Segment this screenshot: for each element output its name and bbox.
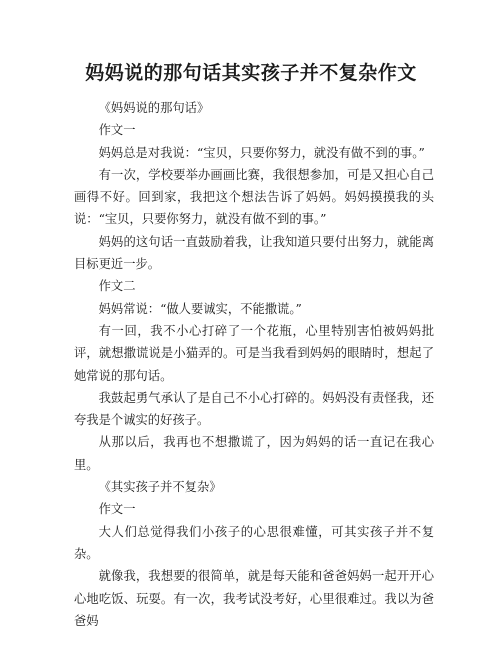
body-paragraph: 大人们总觉得我们小孩子的心思很难懂，可其实孩子并不复杂。 bbox=[74, 524, 434, 561]
body-paragraph: 我鼓起勇气承认了是自己不小心打碎的。妈妈没有责怪我，还夸我是个诚实的好孩子。 bbox=[74, 390, 434, 428]
section-label: 作文二 bbox=[98, 279, 136, 294]
section-label: 作文一 bbox=[98, 123, 136, 138]
essay-title-paragraph: 《妈妈说的那句话》 bbox=[98, 101, 210, 115]
body-paragraph: 从那以后，我再也不想撒谎了，因为妈妈的话一直记在我心里。 bbox=[74, 435, 434, 472]
essay-title-paragraph: 《其实孩子并不复杂》 bbox=[98, 480, 222, 495]
body-paragraph: 妈妈常说：“做人要诚实，不能撒谎。” bbox=[98, 301, 302, 316]
body-paragraph: 妈妈的这句话一直鼓励着我，让我知道只要付出努力，就能离目标更近一步。 bbox=[74, 234, 434, 272]
body-paragraph: 有一回，我不小心打碎了一个花瓶，心里特别害怕被妈妈批评，就想撒谎说是小猫弄的。可是当我看到妈妈的眼睛时，想起了她常说的那句话。 bbox=[74, 323, 434, 383]
section-label: 作文一 bbox=[98, 502, 136, 517]
body-paragraph: 妈妈总是对我说：“宝贝，只要你努力，就没有做不到的事。” bbox=[98, 145, 425, 160]
document-title: 妈妈说的那句话其实孩子并不复杂作文 bbox=[85, 62, 417, 84]
body-paragraph: 有一次，学校要举办画画比赛，我很想参加，可是又担心自己画得不好。回到家，我把这个想法告诉了妈妈。妈妈摸摸我的头说：“宝贝，只要你努力，就没有做不到的事。” bbox=[74, 167, 434, 227]
body-paragraph: 就像我，我想要的很简单，就是每天能和爸爸妈妈一起开开心心地吃饭、玩耍。有一次，我考试没考好，心里很难过。我以为爸爸妈 bbox=[74, 569, 434, 628]
document-body bbox=[74, 97, 434, 632]
